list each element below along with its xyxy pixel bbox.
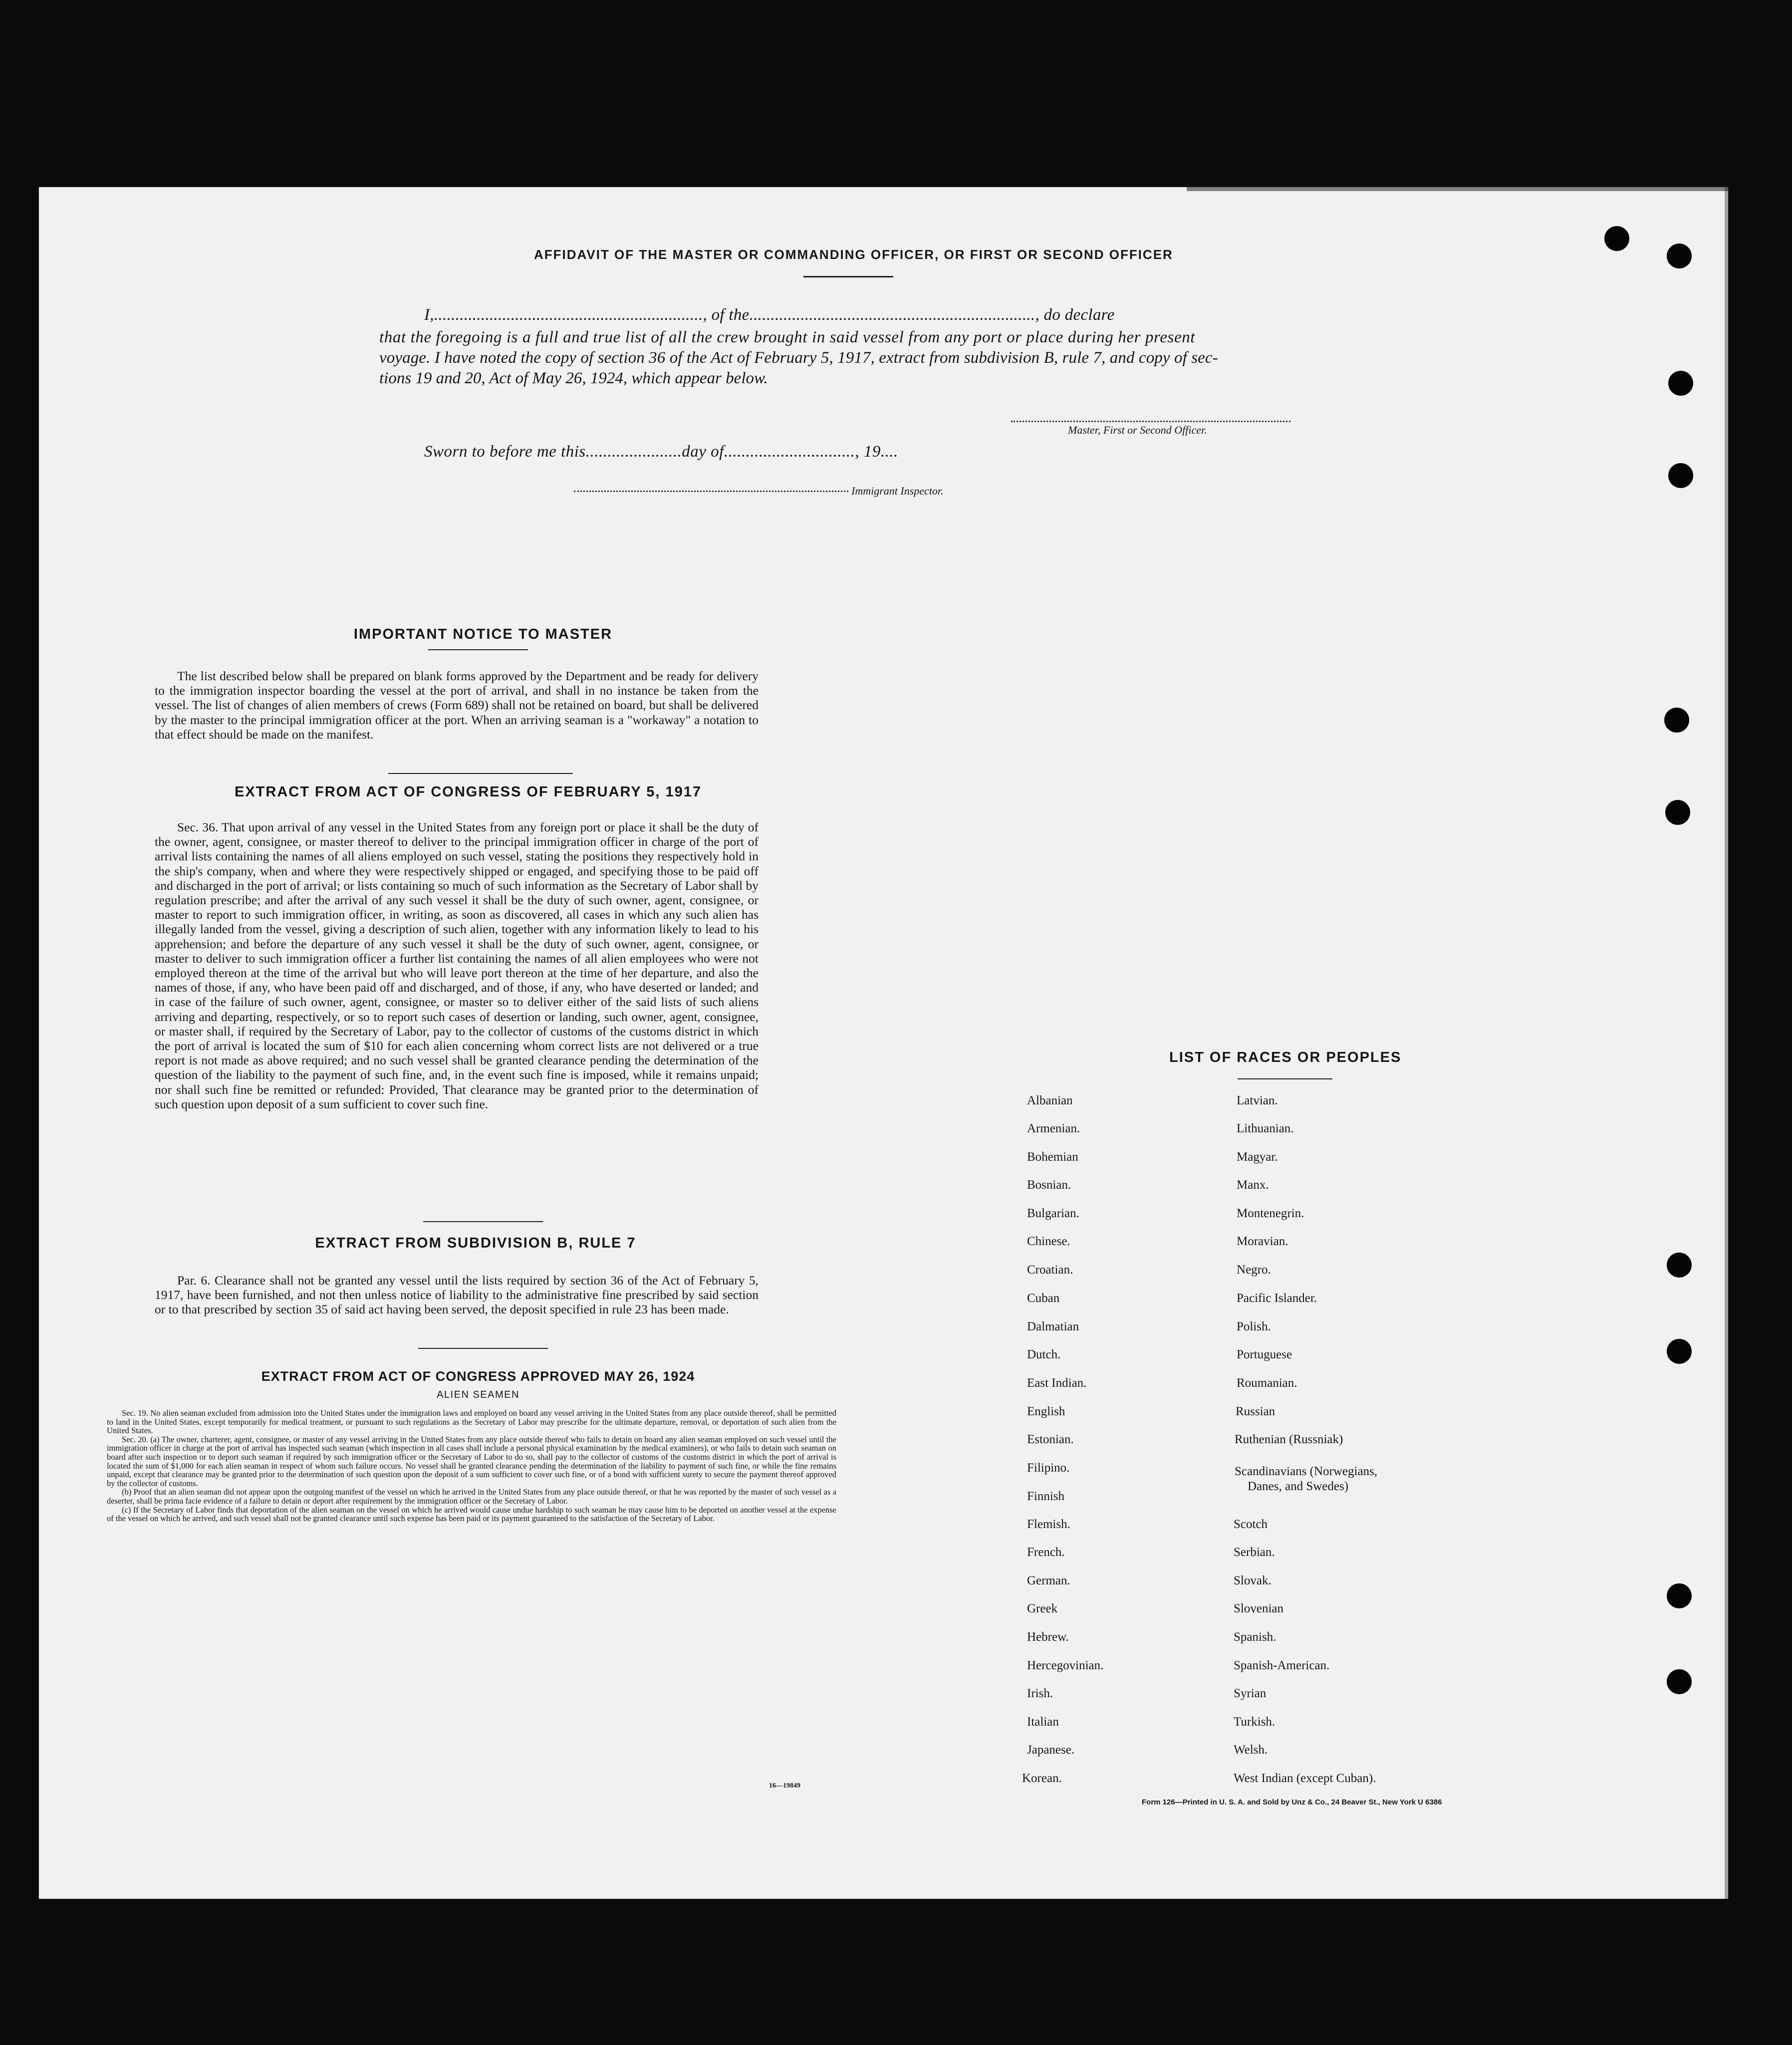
- race-item: Latvian.: [1237, 1094, 1278, 1107]
- race-item: English: [1027, 1405, 1065, 1418]
- race-item: Finnish: [1027, 1490, 1065, 1503]
- inspector-signature-line: [574, 491, 848, 492]
- race-item: Dutch.: [1027, 1348, 1061, 1361]
- race-item: Scotch: [1234, 1518, 1268, 1531]
- punch-hole: [1667, 1583, 1692, 1608]
- race-item: Italian: [1027, 1715, 1059, 1729]
- race-item: Bohemian: [1027, 1150, 1078, 1164]
- punch-hole: [1667, 1339, 1692, 1364]
- subdivision-b-text: [155, 1273, 759, 1317]
- sec-19-paragraph: Sec. 19. No alien seaman excluded from admission into the United States under the immigration laws and employed on board any vessel arriving in the United States from any place outside thereof, shall be permitted to land in the United States, except temporarily for medical treatment, or pursuant to such regulations as the Secretary of Labor may prescribe for the ultimate departure, removal, or deportation of such alien from the United States.: [107, 1408, 836, 1436]
- race-item: Lithuanian.: [1237, 1122, 1294, 1135]
- race-item: Hebrew.: [1027, 1630, 1069, 1644]
- affidavit-line-2: that the foregoing is a full and true list of all the crew brought in said vessel from any port or place during her present: [379, 328, 1196, 346]
- race-item: Bulgarian.: [1027, 1207, 1079, 1220]
- section-rule: [1238, 1078, 1332, 1079]
- race-item: Filipino.: [1027, 1461, 1070, 1475]
- punch-hole: [1667, 244, 1692, 268]
- extract-1917-title: EXTRACT FROM ACT OF CONGRESS OF FEBRUARY 5, 1917: [234, 784, 702, 800]
- notice-text: [155, 669, 759, 742]
- race-item: Bosnian.: [1027, 1178, 1071, 1192]
- race-item: German.: [1027, 1574, 1070, 1587]
- page-number: 16—19849: [769, 1782, 800, 1789]
- alien-seamen-subtitle: ALIEN SEAMEN: [437, 1389, 519, 1400]
- torn-edge: [1187, 187, 1728, 191]
- subdivision-b-paragraph: Par. 6. Clearance shall not be granted any vessel until the lists required by section 36 of the Act of February 5, 1917, have been furnished, and not then unless notice of liability to the administrative fine prescribed by said section or to that prescribed by section 35 of said act having been served, the deposit specified in rule 23 has been made.: [155, 1273, 759, 1317]
- punch-hole: [1604, 226, 1629, 251]
- race-item: Korean.: [1022, 1772, 1062, 1785]
- punch-hole: [1665, 800, 1690, 825]
- sec-20a-paragraph: Sec. 20. (a) The owner, charterer, agent, consignee, or master of any vessel arriving in the United States from any place outside thereof who fails to detain on board any alien seaman employed on such vessel until the immigration officer in charge at the port of arrival has inspected such seaman (which inspection in all cases shall include a personal physical examination by the medical examiners), or who fails to detain such seaman on board after such inspection or to deport such seaman if required by such immigration officer or the Secretary of Labor to do so, shall pay to the collector of customs of the customs district in which the port of arrival is located the sum of $1,000 for each alien seaman in respect of whom such failure occurs. No vessel shall be granted clearance pending the determination of the liability to payment of such fine, or while the fine remains unpaid, except that clearance may be granted prior to the determination of such question upon the deposit of a sum sufficient to cover such fine, or of a bond with sufficient surety to secure the payment thereof approved by the collector of customs.: [107, 1434, 836, 1488]
- section-rule: [428, 649, 528, 650]
- race-item: Moravian.: [1237, 1235, 1288, 1248]
- race-item: Irish.: [1027, 1687, 1053, 1700]
- race-item: Ruthenian (Russniak): [1235, 1433, 1343, 1446]
- form-page: [39, 187, 1728, 1899]
- extract-1924-text: [107, 1409, 836, 1523]
- race-item: Greek: [1027, 1602, 1058, 1615]
- section-rule: [423, 1221, 543, 1222]
- title-rule: [803, 276, 893, 277]
- punch-hole: [1668, 463, 1693, 488]
- affidavit-line-1: I,..............................................................., of the..................................................................., do declare: [424, 306, 1115, 324]
- section-rule: [418, 1348, 548, 1349]
- race-item: Hercegovinian.: [1027, 1659, 1104, 1672]
- race-item: Serbian.: [1234, 1545, 1275, 1559]
- race-item: Slovak.: [1234, 1574, 1272, 1587]
- master-signature-caption: Master, First or Second Officer.: [1068, 424, 1207, 436]
- race-item: Scandinavians (Norwegians,: [1235, 1465, 1378, 1478]
- punch-hole: [1664, 708, 1689, 733]
- notice-paragraph: The list described below shall be prepared on blank forms approved by the Department and be ready for delivery to the immigration inspector boarding the vessel at the port of arrival, and shall in no instance be taken from the vessel. The list of changes of alien members of crews (Form 689) shall not be retained on board, but shall be delivered by the master to the principal immigration officer at the port. When an arriving seaman is a "workaway" a notation to that effect should be made on the manifest.: [155, 669, 759, 742]
- race-item: Chinese.: [1027, 1235, 1070, 1248]
- race-item: Negro.: [1237, 1263, 1271, 1277]
- race-item: Syrian: [1234, 1687, 1267, 1700]
- race-item: Cuban: [1027, 1291, 1060, 1305]
- subdivision-b-title: EXTRACT FROM SUBDIVISION B, RULE 7: [315, 1235, 636, 1251]
- race-item: Estonian.: [1027, 1433, 1074, 1446]
- race-item: Magyar.: [1237, 1150, 1278, 1164]
- extract-1924-title: EXTRACT FROM ACT OF CONGRESS APPROVED MAY 26, 1924: [261, 1369, 695, 1384]
- races-list-title: LIST OF RACES OR PEOPLES: [1169, 1049, 1402, 1065]
- race-item: Albanian: [1027, 1094, 1073, 1107]
- torn-edge: [1725, 187, 1728, 1899]
- race-item: Dalmatian: [1027, 1320, 1079, 1333]
- notice-title: IMPORTANT NOTICE TO MASTER: [353, 626, 613, 642]
- race-item: Turkish.: [1234, 1715, 1276, 1729]
- sec-20b-paragraph: (b) Proof that an alien seaman did not appear upon the outgoing manifest of the vessel on which he arrived in the United States from any place outside thereof, or that he was reported by the master of such vessel as a deserter, shall be prima facie evidence of a failure to detain or deport after requirement by the immigration officer or the Secretary of Labor.: [107, 1487, 836, 1506]
- punch-hole: [1668, 371, 1693, 396]
- race-item: Roumanian.: [1237, 1376, 1297, 1390]
- race-item: Polish.: [1237, 1320, 1271, 1333]
- race-item: Pacific Islander.: [1237, 1291, 1317, 1305]
- race-item: West Indian (except Cuban).: [1234, 1772, 1376, 1785]
- affidavit-title: AFFIDAVIT OF THE MASTER OR COMMANDING OFFICER, OR FIRST OR SECOND OFFICER: [534, 247, 1173, 262]
- extract-1917-text: [155, 820, 759, 1111]
- race-item: Spanish-American.: [1234, 1659, 1330, 1672]
- form-printer-note: Form 126—Printed in U. S. A. and Sold by Unz & Co., 24 Beaver St., New York U 6386: [1142, 1798, 1442, 1806]
- race-item: Manx.: [1237, 1178, 1269, 1192]
- section-rule: [388, 773, 573, 774]
- race-item: Russian: [1236, 1405, 1276, 1418]
- race-item: Croatian.: [1027, 1263, 1073, 1277]
- race-item: Danes, and Swedes): [1248, 1480, 1349, 1493]
- race-item: Spanish.: [1234, 1630, 1277, 1644]
- race-item: Japanese.: [1027, 1743, 1075, 1757]
- race-item: French.: [1027, 1545, 1065, 1559]
- race-item: Flemish.: [1027, 1518, 1070, 1531]
- race-item: Armenian.: [1027, 1122, 1080, 1135]
- race-item: East Indian.: [1027, 1376, 1087, 1390]
- affidavit-line-4: tions 19 and 20, Act of May 26, 1924, which appear below.: [379, 369, 768, 387]
- race-item: Slovenian: [1234, 1602, 1283, 1615]
- affidavit-line-3: voyage. I have noted the copy of section 36 of the Act of February 5, 1917, extract from subdivision B, rule 7, and copy of sec-: [379, 349, 1218, 367]
- inspector-signature-caption: Immigrant Inspector.: [851, 485, 944, 497]
- sworn-line: Sworn to before me this......................day of.............................., 19....: [424, 443, 898, 461]
- extract-1917-paragraph: Sec. 36. That upon arrival of any vessel in the United States from any foreign port or place it shall be the duty of the owner, agent, consignee, or master thereof to deliver to the principal immigration officer in charge of the port of arrival lists containing the names of all aliens employed on such vessel, stating the positions they respectively hold in the ship's company, when and where they were respectively shipped or engaged, and specifying those to be paid off and discharged in the port of arrival; or lists containing so much of such information as the Secretary of Labor shall by regulation prescribe; and after the arrival of any such vessel it shall be the duty of such owner, agent, consignee, or master to report to such immigration officer, in writing, as soon as discovered, all cases in which any such alien has illegally landed from the vessel, giving a description of such alien, together with any information likely to lead to his apprehension; and before the departure of any such vessel it shall be the duty of such owner, agent, consignee, or master to deliver to such immigration officer a further list containing the names of all alien employees who were not employed thereon at the time of the arrival but who will leave port thereon at the time of her departure, and also the names of those, if any, who have been paid off and discharged, and of those, if any, who have deserted or landed; and in case of the failure of such owner, agent, consignee, or master so to deliver either of the said lists of such aliens arriving and departing, respectively, or so to report such cases of desertion or landing, such owner, agent, consignee, or master shall, if required by the Secretary of Labor, pay to the collector of customs of the customs district in which the port of arrival is located the sum of $10 for each alien concerning whom correct lists are not delivered or a true report is not made as above required; and no such vessel shall be granted clearance pending the determination of the question of the liability to the payment of such fine, and, in the event such fine is imposed, while it remains unpaid; nor shall such fine be remitted or refunded: Provided, That clearance may be granted prior to the determination of such question upon deposit of a sum sufficient to cover such fine.: [155, 820, 759, 1111]
- sec-20c-paragraph: (c) If the Secretary of Labor finds that deportation of the alien seaman on the vessel on which he arrived would cause undue hardship to such seaman he may cause him to be deported on another vessel at the expense of the vessel on which he arrived, and such vessel shall not be granted clearance until such expense has been paid or its payment guaranteed to the satisfaction of the Secretary of Labor.: [107, 1505, 836, 1524]
- punch-hole: [1667, 1253, 1692, 1278]
- punch-hole: [1667, 1669, 1692, 1694]
- race-item: Welsh.: [1234, 1743, 1268, 1757]
- race-item: Montenegrin.: [1237, 1207, 1304, 1220]
- race-item: Portuguese: [1237, 1348, 1292, 1361]
- master-signature-line: [1011, 421, 1290, 422]
